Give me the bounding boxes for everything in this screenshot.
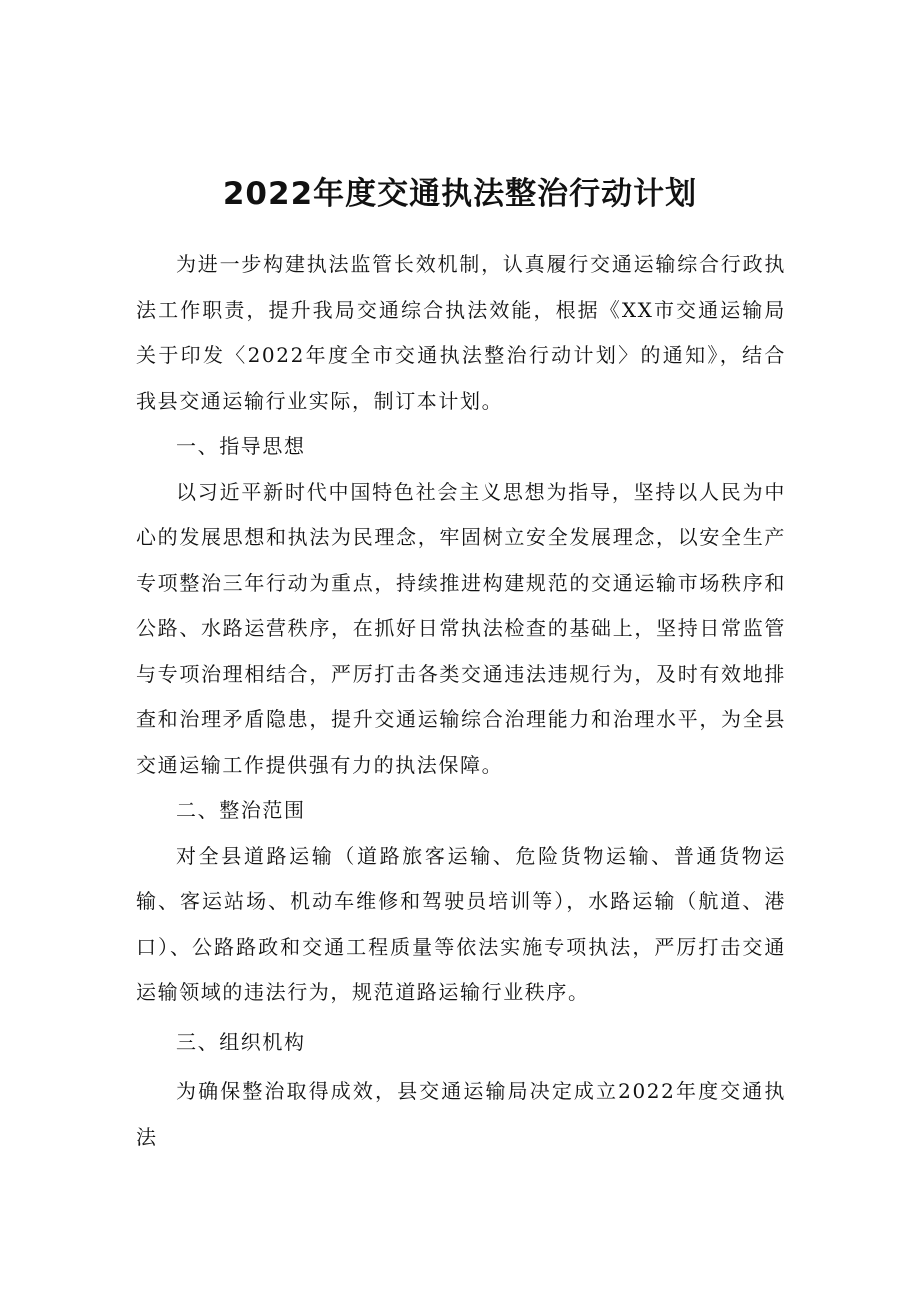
section-heading-guiding-ideology: 一、指导思想	[176, 434, 306, 458]
section-heading-organization: 三、组织机构	[176, 1029, 306, 1054]
document-body	[136, 242, 786, 1160]
section-heading-scope: 二、整治范围	[176, 798, 306, 822]
section-body-organization: 为确保整治取得成效，县交通运输局决定成立2022年度交通执法	[136, 1079, 786, 1149]
section-body-guiding-ideology: 以习近平新时代中国特色社会主义思想为指导，坚持以人民为中心的发展思想和执法为民理念，牢固树立安全发展理念，以安全生产专项整治三年行动为重点，持续推进构建规范的交通运输市场秩序和公路、水路运营秩序，在抓好日常执法检查的基础上，坚持日常监管与专项治理相结合，严厉打击各类交通违法违规行为，及时有效地排查和治理矛盾隐患，提升交通运输综合治理能力和治理水平，为全县交通运输工作提供强有力的执法保障。	[136, 479, 786, 777]
document-title: 2022年度交通执法整治行动计划	[222, 176, 698, 212]
intro-paragraph: 为进一步构建执法监管长效机制，认真履行交通运输综合行政执法工作职责，提升我局交通综合执法效能，根据《XX市交通运输局关于印发〈2022年度全市交通执法整治行动计划〉的通知》，结合我县交通运输行业实际，制订本计划。	[136, 252, 786, 413]
section-body-scope: 对全县道路运输（道路旅客运输、危险货物运输、普通货物运输、客运站场、机动车维修和驾驶员培训等），水路运输（航道、港口）、公路路政和交通工程质量等依法实施专项执法，严厉打击交通运输领域的违法行为，规范道路运输行业秩序。	[136, 843, 786, 1004]
